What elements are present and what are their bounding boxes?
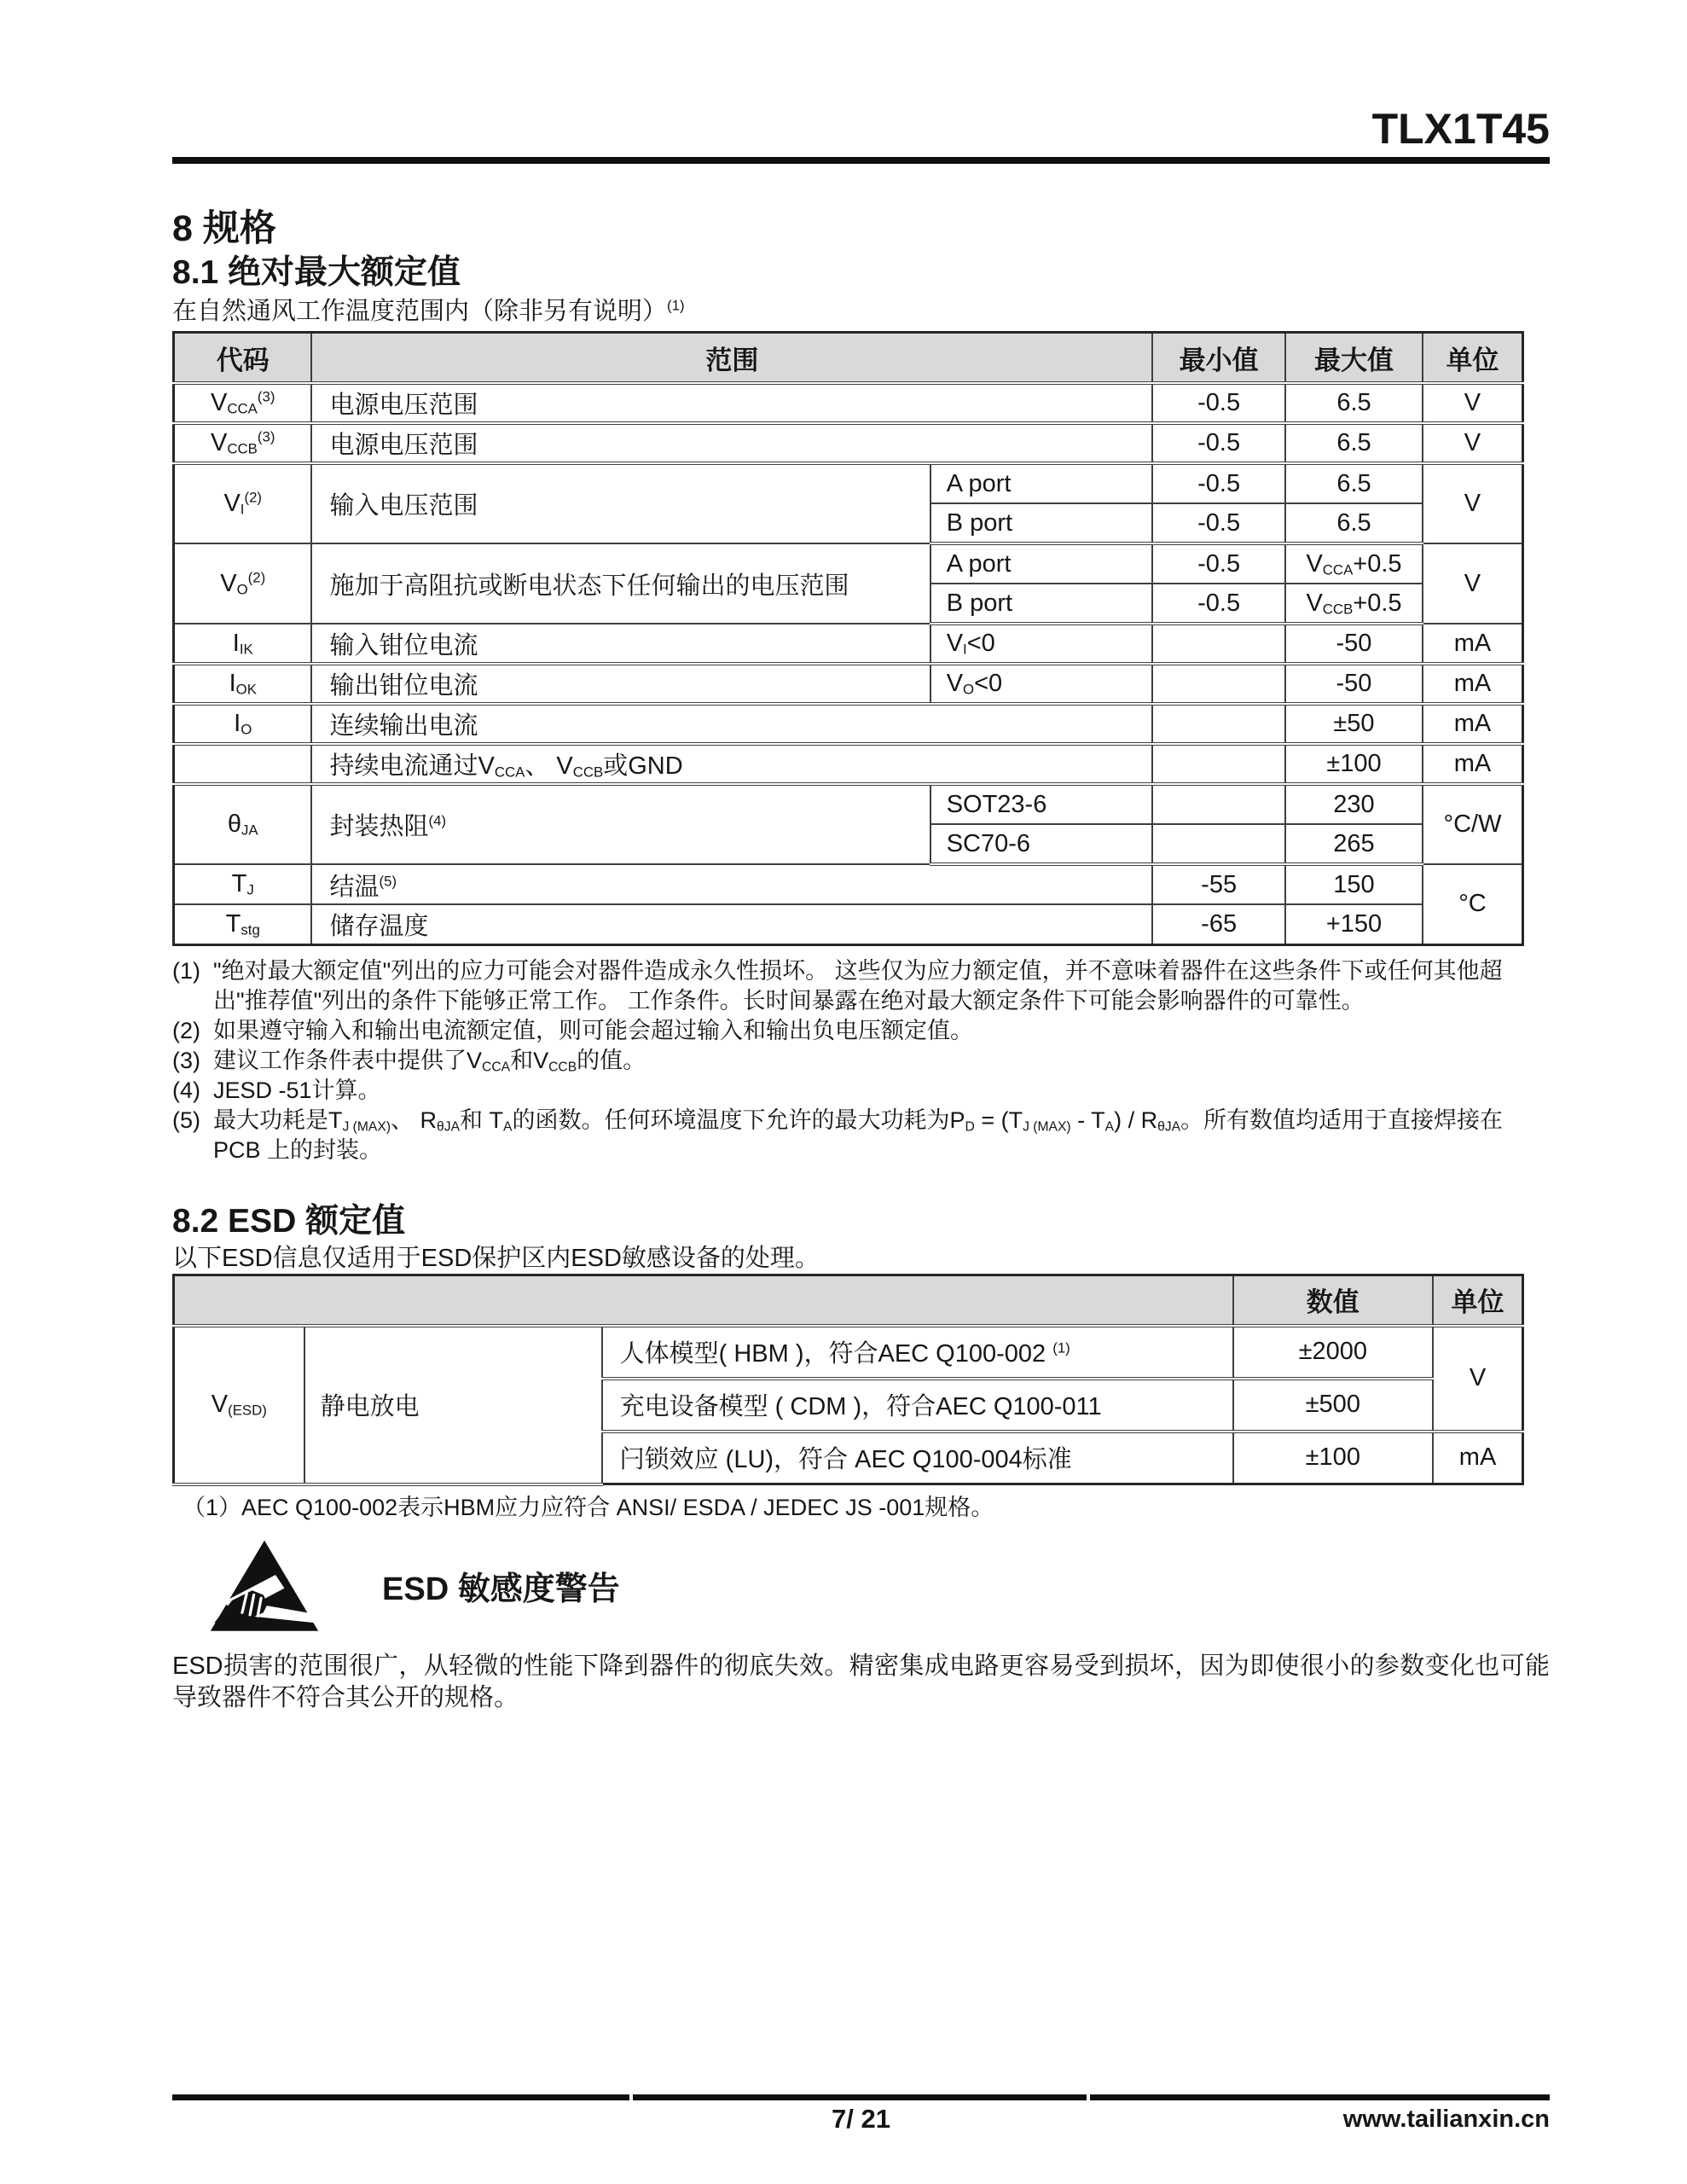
table-row	[174, 624, 1523, 664]
amr-vcca-code: $V_{CCA}^{(3)}$	[174, 383, 312, 423]
esd-header-empty	[174, 1275, 1233, 1326]
amr-iok-range: 输出钳位电流	[311, 664, 930, 704]
amr-io-range: 连续输出电流	[311, 704, 1152, 744]
esd-footnote: （1）AEC Q100-002表示HBM应力应符合 ANSI/ ESDA / JEDEC JS -001规格。	[183, 1494, 994, 1520]
amr-iik-min	[1152, 624, 1285, 664]
footnote-number: (2)	[172, 1017, 200, 1043]
table-row	[174, 1326, 1523, 1379]
amr-tj-max: 150	[1285, 864, 1423, 904]
amr-header-min: 最小值	[1152, 333, 1285, 384]
amr-intro: 在自然通风工作温度范围内（除非另有说明）$^{(1)}$	[172, 297, 685, 325]
amr-io-code: $I_O$	[174, 704, 312, 744]
amr-vi-unit: V	[1423, 463, 1523, 543]
amr-footnotes	[172, 956, 1550, 1165]
amr-iik-unit: mA	[1423, 624, 1523, 664]
amr-theta-sot-min	[1152, 784, 1285, 824]
footnote	[172, 1046, 1550, 1076]
footnote-number: (4)	[172, 1077, 200, 1103]
table-row	[174, 463, 1523, 503]
footnote-text: "绝对最大额定值"列出的应力可能会对器件造成永久性损坏。 这些仅为应力额定值，并不意味着器件在这些条件下或任何其他超出"推荐值"列出的条件下能够正常工作。 工作条件。长时间暴露在绝对最大额定条件下可能会影响器件的可靠性。	[213, 957, 1503, 1014]
esd-header-unit: 单位	[1433, 1275, 1522, 1326]
amr-vo-a-cond: A port	[930, 543, 1153, 584]
amr-vi-b-min: -0.5	[1152, 503, 1285, 543]
amr-vcca-min: -0.5	[1152, 383, 1285, 423]
amr-vcca-max: 6.5	[1285, 383, 1423, 423]
amr-vo-unit: V	[1423, 543, 1523, 624]
amr-io-max: ±50	[1285, 704, 1423, 744]
amr-theta-sot-max: 230	[1285, 784, 1423, 824]
section-heading-8: 8 规格	[172, 208, 276, 249]
esd-unit-v: V	[1433, 1326, 1522, 1432]
esd-warning-paragraph: ESD损害的范围很广，从轻微的性能下降到器件的彻底失效。精密集成电路更容易受到损坏，因为即使很小的参数变化也可能导致器件不符合其公开的规格。	[172, 1652, 1550, 1711]
amr-vi-a-cond: A port	[930, 463, 1153, 503]
amr-io-unit: mA	[1423, 704, 1523, 744]
amr-tj-code: $T_J$	[174, 864, 312, 904]
footer-rule	[172, 2094, 1550, 2100]
esd-hbm-value: ±2000	[1233, 1326, 1434, 1379]
amr-theta-range: 封装热阻$^{(4)}$	[311, 784, 930, 864]
amr-vi-a-min: -0.5	[1152, 463, 1285, 503]
section-heading-8-1: 8.1 绝对最大额定值	[172, 254, 461, 291]
table-row	[174, 864, 1523, 904]
esd-code: $V_{(ESD)}$	[174, 1326, 304, 1484]
amr-vo-a-min: -0.5	[1152, 543, 1285, 584]
amr-tj-range: 结温$^{(5)}$	[311, 864, 1152, 904]
esd-hbm-desc: 人体模型( HBM )，符合AEC Q100-002 $^{(1)}$	[602, 1326, 1233, 1379]
product-title: TLX1T45	[1371, 105, 1550, 153]
footnote-number: (5)	[172, 1107, 200, 1133]
amr-vccb-unit: V	[1423, 423, 1523, 463]
amr-iik-code: $I_{IK}$	[174, 624, 312, 664]
esd-lu-desc: 闩锁效应 (LU)，符合 AEC Q100-004标准	[602, 1432, 1233, 1484]
footnote	[172, 1076, 1550, 1106]
amr-theta-code: $\theta_{JA}$	[174, 784, 312, 864]
section-heading-8-2: 8.2 ESD 额定值	[172, 1202, 406, 1240]
header-rule	[172, 157, 1550, 164]
amr-theta-unit: °C/W	[1423, 784, 1523, 864]
amr-iok-unit: mA	[1423, 664, 1523, 704]
table-row	[174, 383, 1523, 423]
absolute-maximum-ratings-table	[172, 331, 1524, 946]
amr-vi-a-max: 6.5	[1285, 463, 1423, 503]
esd-lu-value: ±100	[1233, 1432, 1434, 1484]
esd-ratings-table	[172, 1274, 1524, 1486]
amr-theta-sot-cond: SOT23-6	[930, 784, 1153, 824]
amr-header-unit: 单位	[1423, 333, 1523, 384]
amr-vi-b-max: 6.5	[1285, 503, 1423, 543]
amr-vccb-max: 6.5	[1285, 423, 1423, 463]
amr-icc-range: 持续电流通过$V_{CCA}$、 $V_{CCB}$或GND	[311, 744, 1152, 784]
esd-warning-title: ESD 敏感度警告	[382, 1571, 620, 1607]
amr-iik-cond: $V_I<0$	[930, 624, 1153, 664]
table-row	[174, 704, 1523, 744]
amr-tstg-min: -65	[1152, 904, 1285, 944]
amr-vccb-code: $V_{CCB}^{(3)}$	[174, 423, 312, 463]
esd-cdm-desc: 充电设备模型 ( CDM )，符合AEC Q100-011	[602, 1379, 1233, 1432]
page-number: 7/ 21	[832, 2104, 890, 2134]
website-text: www.tailianxin.cn	[1342, 2106, 1550, 2133]
amr-tj-unit: °C	[1423, 864, 1523, 944]
table-row	[174, 543, 1523, 584]
amr-icc-max: ±100	[1285, 744, 1423, 784]
amr-iok-cond: $V_O<0$	[930, 664, 1153, 704]
footnote	[172, 1106, 1550, 1165]
amr-header-code: 代码	[174, 333, 312, 384]
footnote-text: 如果遵守输入和输出电流额定值，则可能会超过输入和输出负电压额定值。	[213, 1017, 973, 1043]
esd-header-value: 数值	[1233, 1275, 1434, 1326]
footnote-text: 最大功耗是$T_{J (MAX)}$、 $R_{\theta JA}$和 $T_A$的函数。任何环境温度下允许的最大功耗为$P_D = (T_{J (MAX)} - T_A) / R_{\theta JA}$。所有数值均适用于直接焊接在 PCB 上的封装。	[213, 1107, 1504, 1163]
table-row	[174, 784, 1523, 824]
amr-vcca-unit: V	[1423, 383, 1523, 423]
esd-unit-ma: mA	[1433, 1432, 1522, 1484]
footnote-number: (3)	[172, 1047, 200, 1073]
table-row	[174, 744, 1523, 784]
amr-vo-code: $V_O^{(2)}$	[174, 543, 312, 624]
esd-header-row	[174, 1275, 1523, 1326]
footnote	[172, 956, 1550, 1016]
footnote	[172, 1016, 1550, 1046]
table-row	[174, 423, 1523, 463]
esd-cdm-value: ±500	[1233, 1379, 1434, 1432]
amr-vo-a-max: $V_{CCA}+0.5$	[1285, 543, 1423, 584]
amr-icc-min	[1152, 744, 1285, 784]
amr-vccb-range: 电源电压范围	[311, 423, 1152, 463]
table-row	[174, 904, 1523, 944]
esd-warning-icon	[208, 1538, 321, 1634]
amr-header-range: 范围	[311, 333, 1152, 384]
footnote-text: JESD -51计算。	[213, 1077, 381, 1103]
amr-tstg-range: 储存温度	[311, 904, 1152, 944]
esd-intro: 以下ESD信息仅适用于ESD保护区内ESD敏感设备的处理。	[172, 1244, 820, 1272]
amr-tstg-max: +150	[1285, 904, 1423, 944]
footnote-number: (1)	[172, 957, 200, 984]
amr-iok-max: -50	[1285, 664, 1423, 704]
amr-iok-code: $I_{OK}$	[174, 664, 312, 704]
amr-vo-b-cond: B port	[930, 584, 1153, 624]
amr-theta-sc-min	[1152, 824, 1285, 864]
amr-vi-range: 输入电压范围	[311, 463, 930, 543]
amr-header-max: 最大值	[1285, 333, 1423, 384]
amr-tj-min: -55	[1152, 864, 1285, 904]
amr-vi-code: $V_I^{(2)}$	[174, 463, 312, 543]
amr-vi-b-cond: B port	[930, 503, 1153, 543]
amr-theta-sc-cond: SC70-6	[930, 824, 1153, 864]
amr-io-min	[1152, 704, 1285, 744]
amr-icc-code	[174, 744, 312, 784]
footnote-text: 建议工作条件表中提供了$V_{CCA}$和$V_{CCB}$的值。	[213, 1047, 646, 1074]
esd-name: 静电放电	[304, 1326, 602, 1484]
amr-iik-range: 输入钳位电流	[311, 624, 930, 664]
amr-tstg-code: $T_{stg}$	[174, 904, 312, 944]
amr-vo-range: 施加于高阻抗或断电状态下任何输出的电压范围	[311, 543, 930, 624]
table-row	[174, 664, 1523, 704]
amr-vcca-range: 电源电压范围	[311, 383, 1152, 423]
page-footer	[172, 2104, 1550, 2138]
amr-icc-unit: mA	[1423, 744, 1523, 784]
amr-theta-sc-max: 265	[1285, 824, 1423, 864]
amr-header-row	[174, 333, 1523, 384]
amr-iik-max: -50	[1285, 624, 1423, 664]
amr-vo-b-max: $V_{CCB}+0.5$	[1285, 584, 1423, 624]
amr-iok-min	[1152, 664, 1285, 704]
amr-vccb-min: -0.5	[1152, 423, 1285, 463]
esd-warning-banner	[208, 1538, 1550, 1634]
page-content	[172, 0, 1550, 1714]
amr-vo-b-min: -0.5	[1152, 584, 1285, 624]
